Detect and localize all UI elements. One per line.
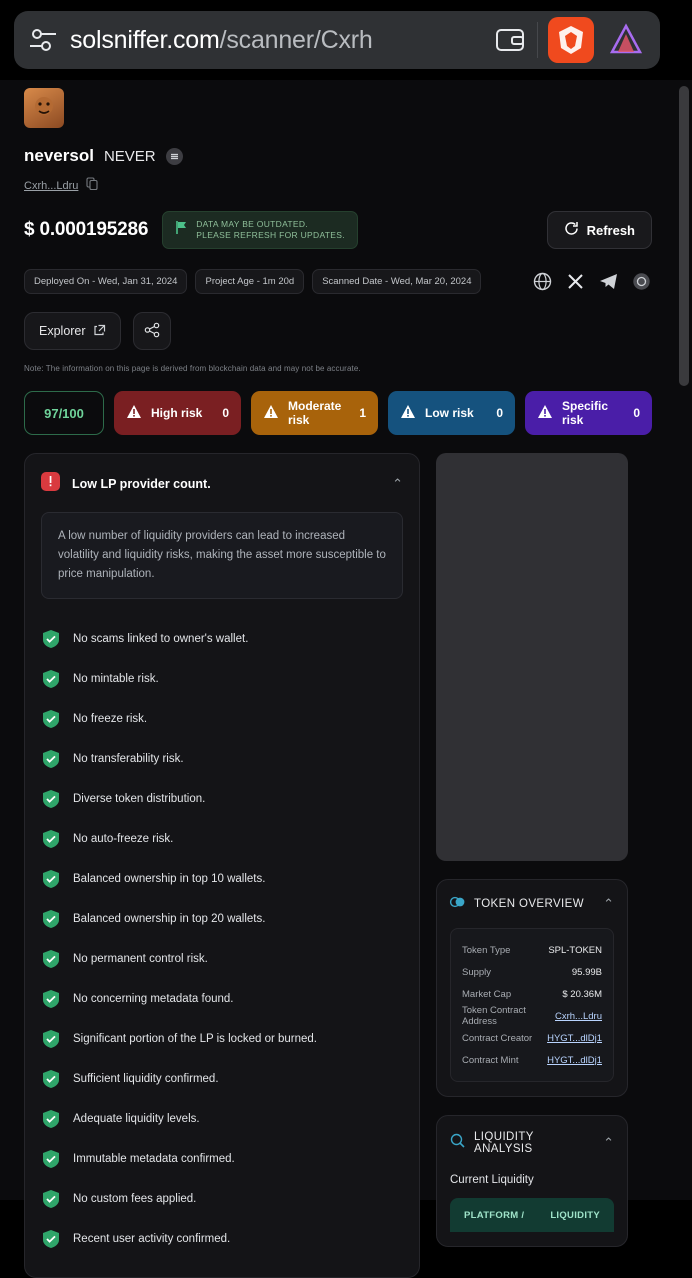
risk-card-low[interactable] <box>388 391 515 435</box>
alert-description: A low number of liquidity providers can lead to increased volatility and liquidity risks, making the asset more susceptible to price manipulation. <box>41 512 403 599</box>
list-item <box>41 979 403 1019</box>
shield-check-icon <box>41 708 61 730</box>
token-price: $ 0.000195286 <box>24 219 149 240</box>
shield-check-icon <box>41 628 61 650</box>
shield-check-icon <box>41 788 61 810</box>
shield-check-icon <box>41 1228 61 1250</box>
explorer-button[interactable] <box>24 312 121 350</box>
external-link-icon <box>94 324 106 339</box>
check-label: No permanent control risk. <box>73 952 208 965</box>
liquidity-icon <box>450 1133 465 1153</box>
row-key: Token Type <box>462 944 511 956</box>
token-address-row <box>24 177 652 195</box>
liquidity-analysis-body <box>437 1170 627 1246</box>
table-row <box>462 1049 602 1071</box>
x-twitter-icon[interactable] <box>565 271 586 292</box>
check-label: No concerning metadata found. <box>73 992 234 1005</box>
token-avatar <box>24 88 64 128</box>
list-item <box>41 899 403 939</box>
brave-lion-icon[interactable] <box>548 17 594 63</box>
row-value-link[interactable]: HYGT...dlDj1 <box>547 1054 602 1066</box>
row-value: $ 20.36M <box>562 988 602 1000</box>
shield-check-icon <box>41 1188 61 1210</box>
actions-row <box>24 312 652 350</box>
shield-check-icon <box>41 748 61 770</box>
shield-check-icon <box>41 828 61 850</box>
share-icon <box>144 322 160 341</box>
social-links <box>532 271 652 292</box>
list-item <box>41 1099 403 1139</box>
row-value: 95.99B <box>571 966 602 978</box>
warning-triangle-icon <box>537 404 553 422</box>
sniff-score: 97/100 <box>24 391 104 435</box>
token-overview-body <box>437 928 627 1096</box>
risk-label-specific: Specific risk <box>562 399 609 427</box>
shield-check-icon <box>41 1028 61 1050</box>
page-content <box>0 80 676 1245</box>
wallet-icon[interactable] <box>493 23 527 57</box>
url-text[interactable] <box>70 26 483 55</box>
passed-checks-list <box>25 615 419 1277</box>
address-bar[interactable] <box>14 11 660 69</box>
row-key: Token Contract Address <box>462 1005 526 1027</box>
token-overview-title: TOKEN OVERVIEW <box>474 898 584 910</box>
toolbar-divider <box>537 22 538 58</box>
shield-check-icon <box>41 868 61 890</box>
check-label: No custom fees applied. <box>73 1192 197 1205</box>
meta-chips-row <box>24 269 652 294</box>
risk-count-moderate: 1 <box>359 406 366 420</box>
shield-check-icon <box>41 1068 61 1090</box>
risk-label-low: Low risk <box>425 406 474 420</box>
risk-card-moderate[interactable] <box>251 391 378 435</box>
outdated-line2: PLEASE REFRESH FOR UPDATES. <box>196 230 345 240</box>
check-label: Diverse token distribution. <box>73 792 206 805</box>
refresh-button[interactable] <box>547 211 652 249</box>
check-label: Recent user activity confirmed. <box>73 1232 231 1245</box>
liquidity-analysis-title: LIQUIDITY ANALYSIS <box>474 1131 534 1155</box>
table-row <box>462 983 602 1005</box>
token-title-row <box>24 146 652 166</box>
shield-check-icon <box>41 1148 61 1170</box>
check-label: No auto-freeze risk. <box>73 832 174 845</box>
table-row <box>462 939 602 961</box>
risk-label-moderate: Moderate risk <box>288 399 342 427</box>
left-column <box>24 453 420 1278</box>
current-liquidity-label: Current Liquidity <box>450 1174 534 1186</box>
token-address-link[interactable]: Cxrh...Ldru <box>24 180 79 192</box>
token-overview-table <box>450 928 614 1082</box>
chevron-up-icon[interactable]: ⌃ <box>603 896 614 911</box>
alert-header[interactable] <box>25 454 419 496</box>
price-chart-placeholder[interactable] <box>436 453 628 861</box>
copy-icon[interactable] <box>86 177 98 195</box>
liquidity-analysis-header[interactable] <box>437 1116 627 1170</box>
warning-triangle-icon <box>263 404 279 422</box>
main-columns <box>24 453 652 1278</box>
check-label: No transferability risk. <box>73 752 184 765</box>
liquidity-analysis-panel <box>436 1115 628 1247</box>
list-item <box>41 619 403 659</box>
list-item <box>41 819 403 859</box>
list-item <box>41 1139 403 1179</box>
row-value-link[interactable]: HYGT...dlDj1 <box>547 1032 602 1044</box>
token-symbol: NEVER <box>103 147 156 165</box>
risk-count-specific: 0 <box>633 406 640 420</box>
right-column <box>436 453 628 1247</box>
chevron-up-icon[interactable]: ⌃ <box>603 1135 614 1150</box>
liquidity-col-liquidity: LIQUIDITY <box>550 1209 600 1221</box>
flag-icon <box>175 220 188 240</box>
check-label: No mintable risk. <box>73 672 159 685</box>
risk-label-high: High risk <box>151 406 203 420</box>
table-row <box>462 961 602 983</box>
check-label: Sufficient liquidity confirmed. <box>73 1072 219 1085</box>
check-label: Adequate liquidity levels. <box>73 1112 200 1125</box>
scrollbar-thumb[interactable] <box>679 86 689 386</box>
row-value: SPL-TOKEN <box>548 944 602 956</box>
token-overview-header[interactable] <box>437 880 627 928</box>
outdated-text <box>196 219 345 242</box>
table-row <box>462 1005 602 1027</box>
shield-check-icon <box>41 948 61 970</box>
row-key: Supply <box>462 966 492 978</box>
check-label: Balanced ownership in top 10 wallets. <box>73 872 266 885</box>
row-key: Contract Mint <box>462 1054 519 1066</box>
risk-card-high[interactable] <box>114 391 241 435</box>
globe-icon[interactable] <box>532 271 553 292</box>
outdated-banner <box>162 211 358 249</box>
chip-project-age: Project Age - 1m 20d <box>195 269 304 294</box>
telegram-icon[interactable] <box>598 271 619 292</box>
url-path: /scanner/Cxrh <box>219 25 373 54</box>
risk-count-low: 0 <box>496 406 503 420</box>
price-row <box>24 211 652 249</box>
chip-scanned-date: Scanned Date - Wed, Mar 20, 2024 <box>312 269 481 294</box>
liquidity-table-header <box>450 1198 614 1232</box>
check-label: Balanced ownership in top 20 wallets. <box>73 912 266 925</box>
check-label: Significant portion of the LP is locked or burned. <box>73 1032 317 1045</box>
chip-deployed-on: Deployed On - Wed, Jan 31, 2024 <box>24 269 187 294</box>
warning-triangle-icon <box>400 404 416 422</box>
refresh-label: Refresh <box>586 222 635 238</box>
verified-badge-icon <box>166 148 183 165</box>
list-item <box>41 1059 403 1099</box>
alert-warning-icon <box>41 472 60 496</box>
risk-summary-row <box>24 391 652 435</box>
page-scrollbar[interactable] <box>676 80 692 1200</box>
list-item <box>41 779 403 819</box>
share-button[interactable] <box>133 312 171 350</box>
list-item <box>41 739 403 779</box>
list-item <box>41 659 403 699</box>
disclaimer-note: Note: The information on this page is derived from blockchain data and may not be accurate. <box>24 364 361 373</box>
list-item <box>41 1219 403 1259</box>
shield-check-icon <box>41 1108 61 1130</box>
row-value-link[interactable]: Cxrh...Ldru <box>555 1010 602 1022</box>
browser-toolbar <box>0 0 692 80</box>
list-item <box>41 1019 403 1059</box>
chevron-up-icon[interactable]: ⌃ <box>392 476 403 491</box>
risk-card-specific[interactable] <box>525 391 652 435</box>
list-item <box>41 1179 403 1219</box>
refresh-icon <box>564 221 579 239</box>
token-overview-panel <box>436 879 628 1097</box>
token-name: neversol <box>24 146 94 165</box>
token-overview-icon <box>450 895 465 913</box>
shield-check-icon <box>41 988 61 1010</box>
shield-check-icon <box>41 668 61 690</box>
shield-check-icon <box>41 908 61 930</box>
explorer-label: Explorer <box>39 324 86 338</box>
list-item <box>41 939 403 979</box>
outdated-line1: DATA MAY BE OUTDATED. <box>196 218 308 229</box>
row-key: Market Cap <box>462 988 512 1000</box>
list-item <box>41 699 403 739</box>
list-item <box>41 859 403 899</box>
row-key: Contract Creator <box>462 1032 533 1044</box>
alert-title: Low LP provider count. <box>72 477 211 491</box>
liquidity-col-platform: PLATFORM / <box>464 1209 525 1221</box>
warning-triangle-icon <box>126 404 142 422</box>
phantom-wallet-icon[interactable] <box>604 18 648 62</box>
check-label: No freeze risk. <box>73 712 148 725</box>
extensions-icon[interactable] <box>26 23 60 57</box>
discord-icon[interactable] <box>631 271 652 292</box>
risk-count-high: 0 <box>222 406 229 420</box>
check-label: Immutable metadata confirmed. <box>73 1152 235 1165</box>
risk-details-card <box>24 453 420 1278</box>
check-label: No scams linked to owner's wallet. <box>73 632 249 645</box>
url-host: solsniffer.com <box>70 25 220 54</box>
table-row <box>462 1027 602 1049</box>
